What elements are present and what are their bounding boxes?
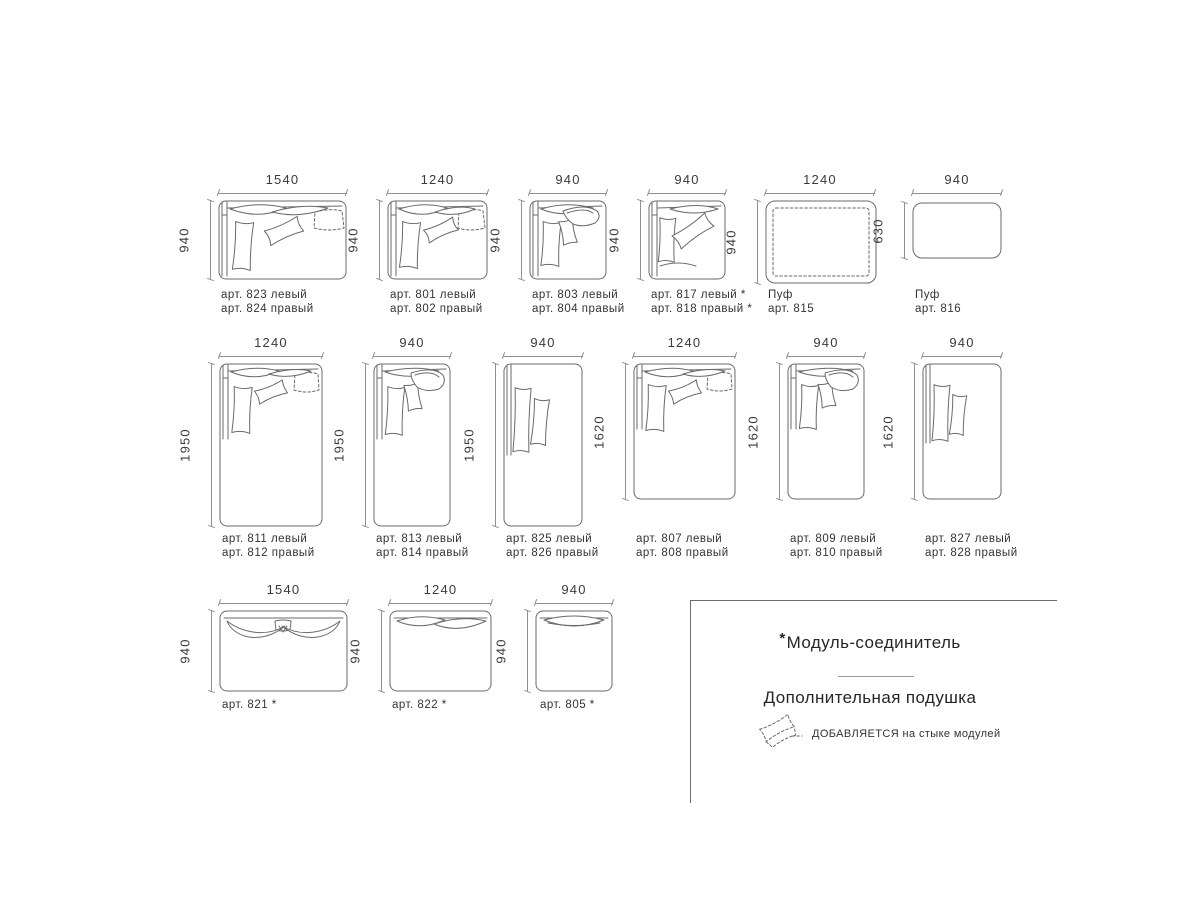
- dim-height-label: 940: [176, 227, 192, 253]
- dim-line: [210, 200, 211, 280]
- module-art-807-808: [633, 363, 736, 500]
- module-caption: арт. 813 левый арт. 814 правый: [376, 533, 469, 559]
- dim-line: [211, 363, 212, 527]
- sofa-topview-sketch: [529, 200, 607, 280]
- module-caption: Пуф арт. 815: [768, 289, 815, 315]
- dim-line: [633, 350, 736, 357]
- sofa-topview-sketch: [503, 363, 583, 527]
- module-caption: арт. 827 левый арт. 828 правый: [925, 533, 1018, 559]
- sofa-topview-sketch: [633, 363, 736, 500]
- dim-width: 1240: [633, 335, 736, 357]
- sofa-topview-sketch: [219, 363, 323, 527]
- dim-width: 1240: [389, 582, 492, 604]
- module-art-803-804: [529, 200, 607, 280]
- legend-note: ДОБАВЛЯЕТСЯ на стыке модулей: [812, 728, 1001, 740]
- dim-width: 940: [373, 335, 451, 357]
- module-pouf-815: [765, 200, 877, 284]
- dim-line: [503, 350, 583, 357]
- dim-height: 940: [182, 610, 212, 692]
- dim-line: [373, 350, 451, 357]
- module-art-823-824: [218, 200, 347, 280]
- sofa-topview-sketch: [387, 200, 488, 280]
- legend-divider: [838, 676, 914, 677]
- dim-height: 1950: [336, 363, 366, 527]
- dim-height: 940: [728, 200, 758, 284]
- module-caption: арт. 809 левый арт. 810 правый: [790, 533, 883, 559]
- dim-line: [527, 610, 528, 692]
- pouf-topview-sketch: [912, 202, 1002, 259]
- sofa-topview-sketch: [219, 610, 348, 692]
- module-art-801-802: [387, 200, 488, 280]
- dim-width: 1240: [219, 335, 323, 357]
- sofa-topview-sketch: [218, 200, 347, 280]
- module-caption: арт. 801 левый арт. 802 правый: [390, 289, 483, 315]
- dim-height: [176, 200, 211, 280]
- sofa-topview-sketch: [922, 363, 1002, 500]
- dim-line: [521, 200, 522, 280]
- dim-width: 940: [922, 335, 1002, 357]
- module-art-821: [219, 610, 348, 692]
- dim-width: 940: [787, 335, 865, 357]
- sofa-topview-sketch: [787, 363, 865, 500]
- module-art-805: [535, 610, 613, 692]
- dim-line: [379, 200, 380, 280]
- dim-height: 940: [352, 610, 382, 692]
- module-caption: арт. 805 *: [540, 699, 595, 711]
- dim-line: [211, 610, 212, 692]
- dim-height: 1620: [885, 363, 915, 500]
- module-caption: Пуф арт. 816: [915, 289, 962, 315]
- dim-line: [648, 187, 726, 194]
- dim-line: [535, 597, 613, 604]
- dim-height: 1950: [466, 363, 496, 527]
- module-caption: арт. 811 левый арт. 812 правый: [222, 533, 315, 559]
- dim-line: [912, 187, 1002, 194]
- module-art-827-828: [922, 363, 1002, 500]
- dim-line: [219, 350, 323, 357]
- dim-width: 1540: [219, 582, 348, 604]
- module-caption: арт. 823 левый арт. 824 правый: [221, 289, 314, 315]
- dim-height: 630: [875, 202, 905, 259]
- module-pouf-816: [912, 202, 1002, 259]
- dim-line: [529, 187, 607, 194]
- dim-height: 1950: [182, 363, 212, 527]
- module-art-817-818: [648, 200, 726, 280]
- dashed-cushion-icon: [754, 708, 804, 754]
- dim-line: [757, 200, 758, 284]
- module-caption: арт. 821 *: [222, 699, 277, 711]
- dim-width: 940: [529, 172, 607, 194]
- sofa-topview-sketch: [535, 610, 613, 692]
- dim-width: 940: [648, 172, 726, 194]
- sofa-topview-sketch: [389, 610, 492, 692]
- dim-width-label: 1540: [265, 172, 300, 187]
- dim-height: 940: [611, 200, 641, 280]
- dim-width: [218, 172, 347, 194]
- dim-height: 1620: [750, 363, 780, 500]
- dim-line: [625, 363, 626, 500]
- module-caption: арт. 822 *: [392, 699, 447, 711]
- module-art-811-812: [219, 363, 323, 527]
- module-caption: арт. 817 левый * арт. 818 правый *: [651, 289, 753, 315]
- module-art-825-826: [503, 363, 583, 527]
- dim-line: [219, 597, 348, 604]
- module-caption: арт. 807 левый арт. 808 правый: [636, 533, 729, 559]
- module-caption: арт. 803 левый арт. 804 правый: [532, 289, 625, 315]
- dim-line: [922, 350, 1002, 357]
- dim-line: [779, 363, 780, 500]
- sofa-topview-sketch: [373, 363, 451, 527]
- asterisk-marker: *: [779, 630, 786, 647]
- legend-subtitle: Дополнительная подушка: [763, 688, 977, 707]
- dim-width: 940: [912, 172, 1002, 194]
- dim-height: 940: [498, 610, 528, 692]
- dim-width: 1240: [765, 172, 875, 194]
- dim-line: [218, 187, 347, 194]
- dim-line: [365, 363, 366, 527]
- dim-line: [787, 350, 865, 357]
- dim-line: [389, 597, 492, 604]
- dim-line: [381, 610, 382, 692]
- dim-height: 1620: [596, 363, 626, 500]
- sofa-topview-sketch: [648, 200, 726, 280]
- dim-width: 1240: [387, 172, 488, 194]
- dim-width: 940: [535, 582, 613, 604]
- dim-line: [387, 187, 488, 194]
- pouf-topview-sketch: [765, 200, 877, 284]
- legend-title: *Модуль-соединитель: [779, 630, 961, 652]
- dim-height: 940: [350, 200, 380, 280]
- module-art-813-814: [373, 363, 451, 527]
- dim-line: [914, 363, 915, 500]
- dim-width: 940: [503, 335, 583, 357]
- module-art-822: [389, 610, 492, 692]
- module-caption: арт. 825 левый арт. 826 правый: [506, 533, 599, 559]
- dim-height: 940: [492, 200, 522, 280]
- dim-line: [904, 202, 905, 259]
- module-art-809-810: [787, 363, 865, 500]
- dim-line: [495, 363, 496, 527]
- dim-line: [640, 200, 641, 280]
- dim-line: [765, 187, 875, 194]
